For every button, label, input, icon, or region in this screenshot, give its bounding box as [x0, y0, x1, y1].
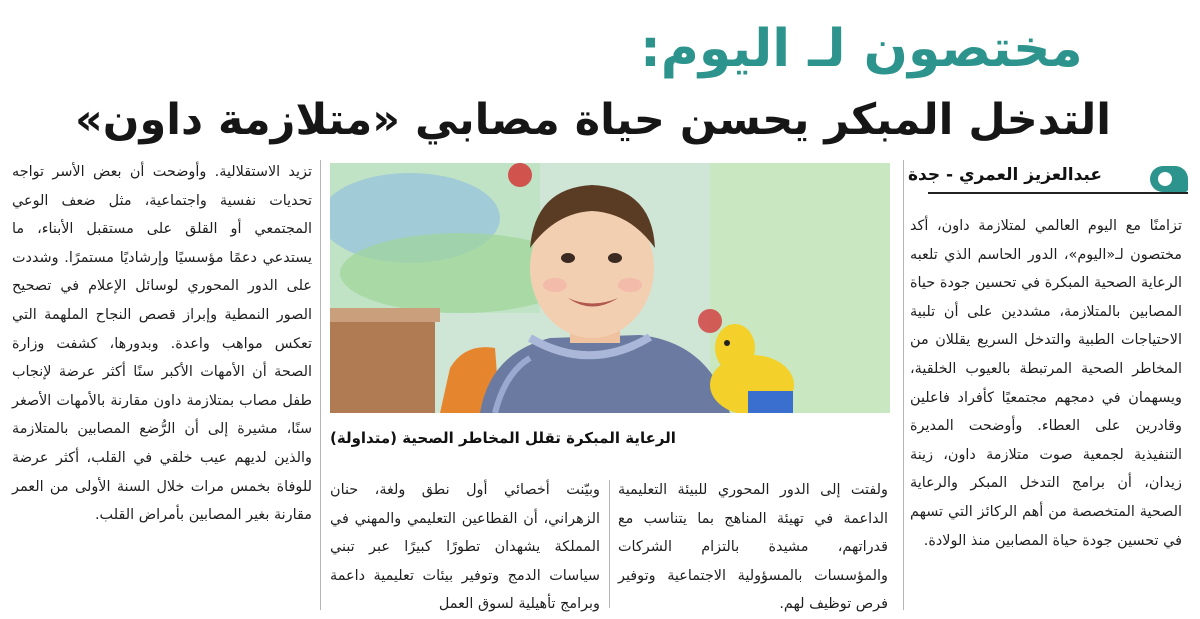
column-divider — [320, 160, 321, 610]
article-column-2: ولفتت إلى الدور المحوري للبيئة التعليمية الداعمة في تهيئة المناهج بما يتناسب مع قدراتهم، مشيدة بالتزام الشركات والمؤسسات بالمسؤولية الاجتماعية وتوفير فرص توظيف لهم. — [618, 482, 888, 613]
headline: التدخل المبكر يحسن حياة مصابي «متلازمة داون» — [75, 95, 1112, 145]
article-photo — [330, 163, 890, 413]
photo-caption: الرعاية المبكرة تقلل المخاطر الصحية (متداولة) — [330, 429, 676, 447]
byline-divider — [928, 192, 1188, 194]
byline: عبدالعزيز العمري - جدة — [908, 165, 1102, 185]
article-column-4: تزيد الاستقلالية. وأوضحت أن بعض الأسر تواجه تحديات نفسية واجتماعية، مثل ضعف الوعي المجتمعي أو القلق على مستقبل الأبناء، ما يستدعي دعمًا مؤسسيًا وإرشاديًا مستمرًا. وشددت على الدور المحوري لوسائل الإعلام في تصحيح الصور النمطية وإبراز قصص النجاح الملهمة التي تعكس مواهب واعدة. وبدورها، كشفت وزارة الصحة أن الأمهات الأكبر سنًا أكثر عرضة لإنجاب طفل مصاب بمتلازمة داون مقارنة بالأمهات الأصغر سنًا، مشيرة إلى أن الرُّضع المصابين بالمتلازمة والذين لديهم عيب خلقي في القلب، أكثر عرضة للوفاة بخمس مرات خلال السنة الأولى من العمر مقارنة بغير المصابين بأمراض القلب. — [12, 164, 312, 524]
column-divider — [609, 480, 610, 608]
kicker-title: مختصون لـ اليوم: — [640, 19, 1083, 79]
column-divider — [903, 160, 904, 610]
article-column-1: تزامنًا مع اليوم العالمي لمتلازمة داون، أكد مختصون لـ«اليوم»، الدور الحاسم الذي تلعبه الرعاية الصحية المبكرة في تحسين جودة حياة المصابين بالمتلازمة، مشددين على أن تلبية الاحتياجات الطبية والتدخل السريع يقللان من المخاطر الصحية المرتبطة بالعيوب الخلقية، ويسهمان في دمجهم مجتمعيًا كأفراد فاعلين وقادرين على العطاء. وأوضحت المديرة التنفيذية لجمعية صوت متلازمة داون، زينة زيدان، أن برامج التدخل المبكر والرعاية الصحية المتخصصة من أهم الركائز التي تسهم في تحسين جودة حياة المصابين منذ الولادة. — [910, 218, 1182, 549]
newspaper-logo-icon — [1150, 166, 1188, 192]
article-column-3: وبيّنت أخصائي أول نطق ولغة، حنان الزهراني، أن القطاعين التعليمي والمهني في المملكة يشهدان تطورًا كبيرًا عبر تبني سياسات الدمج وتوفير بيئات تعليمية داعمة وبرامج تأهيلية لسوق العمل — [330, 482, 600, 613]
